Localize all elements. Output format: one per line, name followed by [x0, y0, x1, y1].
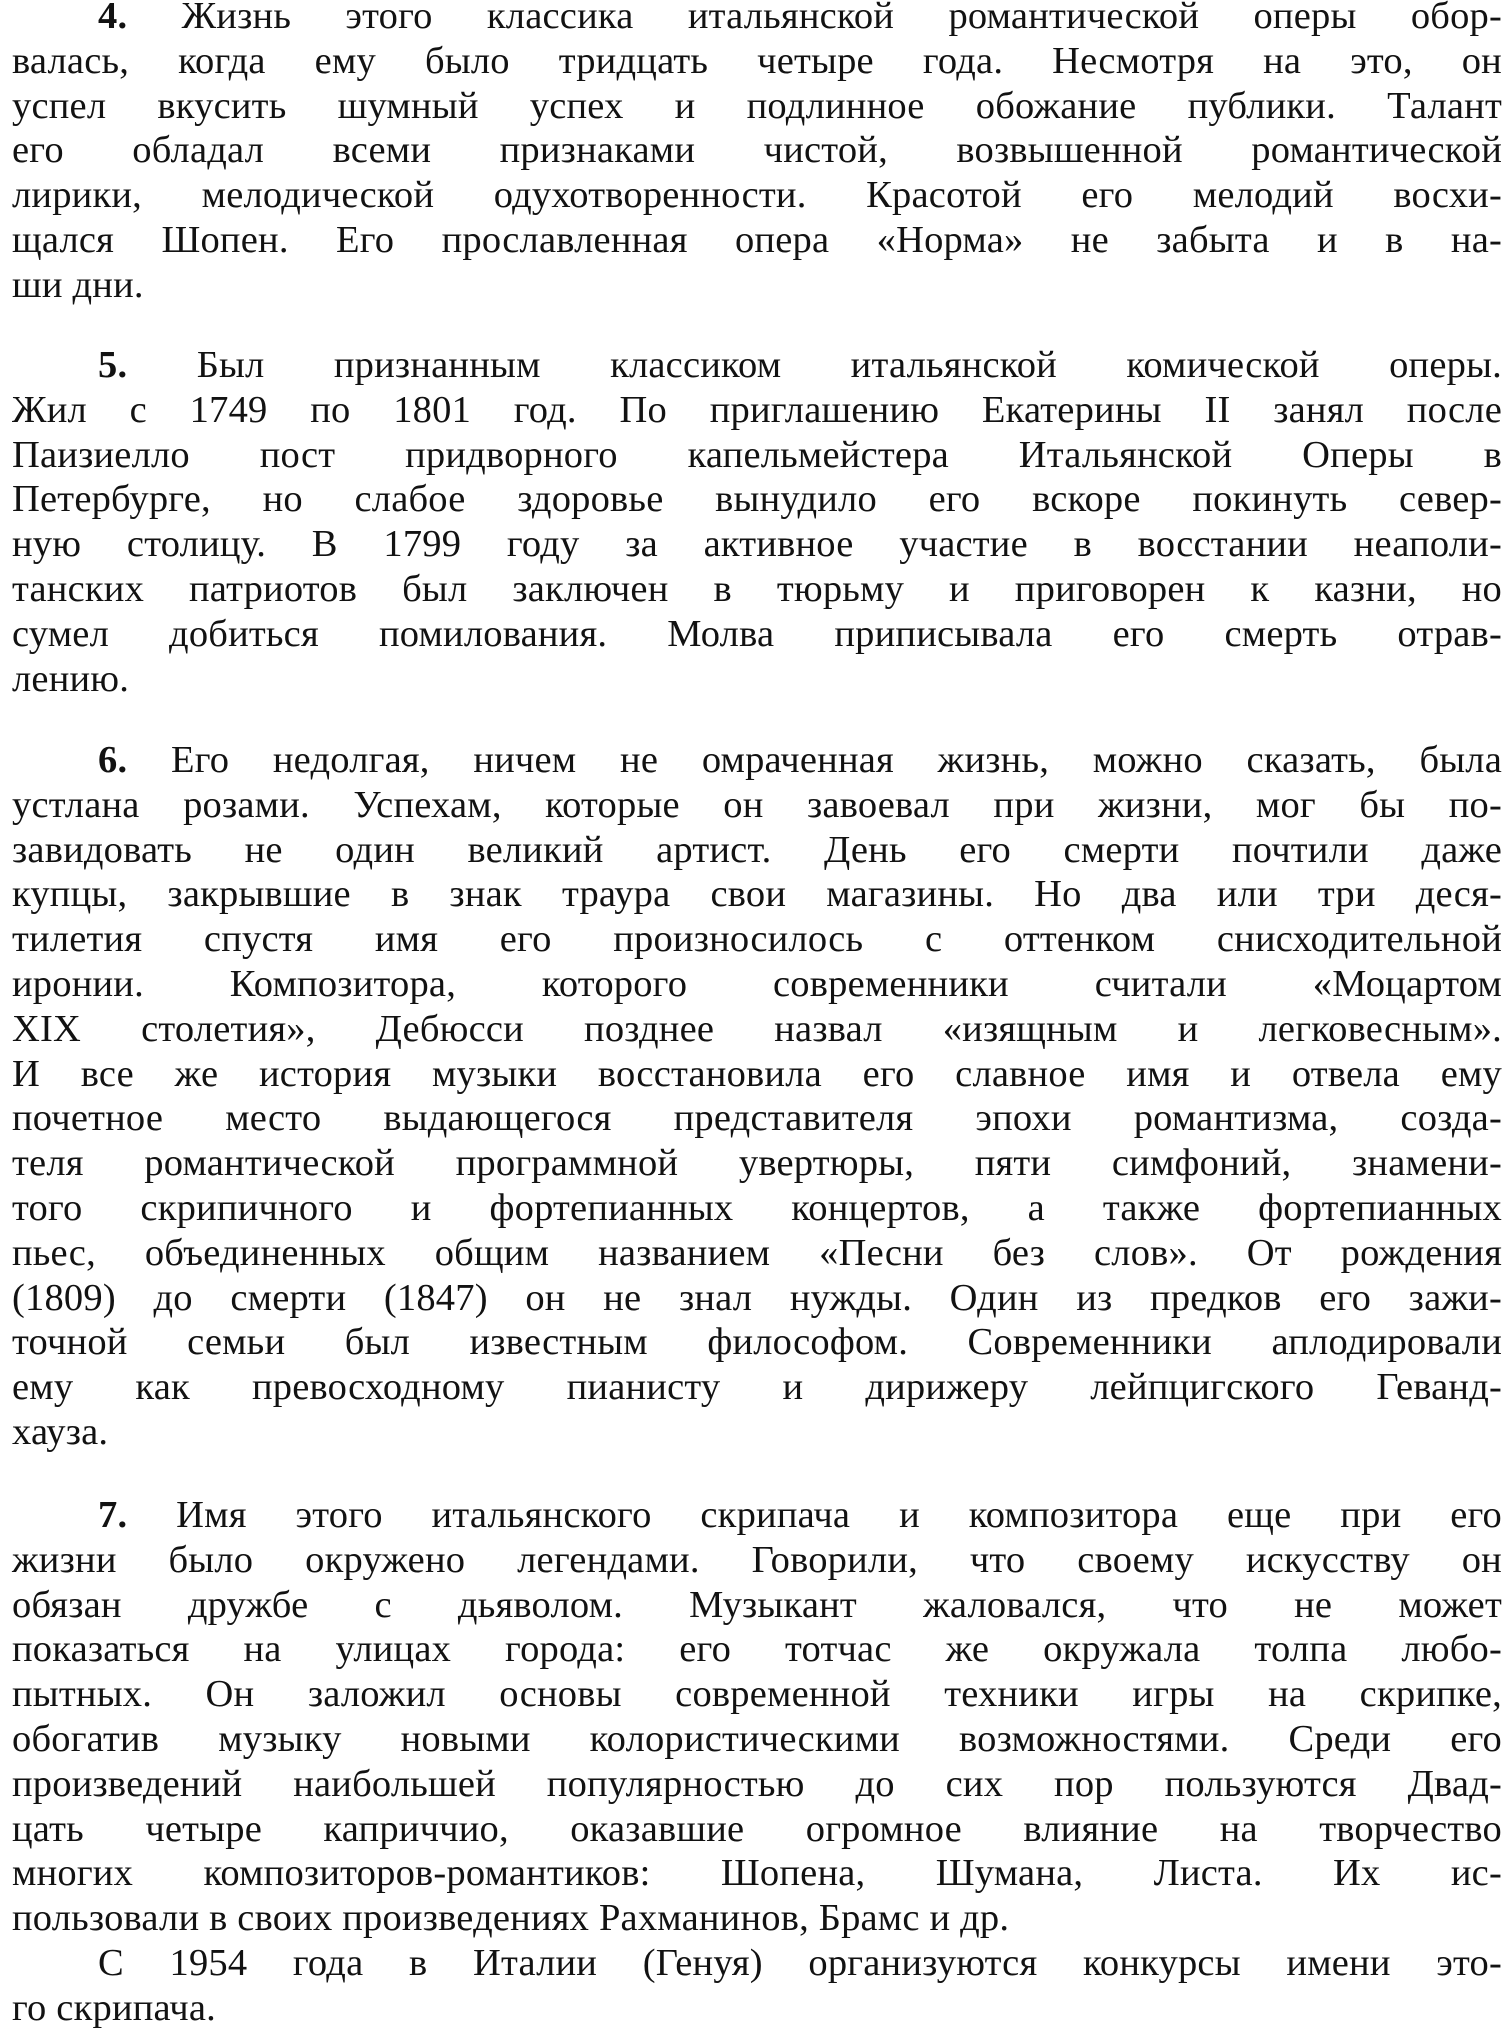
text-line: XIX столетия», Дебюсси позднее назвал «изящным и легковесным». [12, 1007, 1502, 1050]
text-line: почетное место выдающегося представителя эпохи романтизма, созда- [12, 1097, 1502, 1140]
paragraph-5 [12, 343, 1502, 701]
text-line: обязан дружбе с дьяволом. Музыкант жаловался, что не может [12, 1583, 1502, 1626]
text-line: тилетия спустя имя его произносилось с оттенком снисходительной [12, 918, 1502, 961]
paragraph-7-continued [12, 1941, 1502, 2031]
text-line: 6. Его недолгая, ничем не омраченная жизнь, можно сказать, была [98, 739, 1502, 781]
text-line: И все же история музыки восстановила его славное имя и отвела ему [12, 1052, 1502, 1095]
text-line: Паизиелло пост придворного капельмейстера Итальянской Оперы в [12, 433, 1502, 476]
paragraph-number: 4. [98, 0, 128, 37]
text-line: лению. [12, 657, 130, 700]
text-line: Жил с 1749 по 1801 год. По приглашению Екатерины II занял после [12, 388, 1502, 431]
text-line: пытных. Он заложил основы современной техники игры на скрипке, [12, 1673, 1502, 1716]
text-line: жизни было окружено легендами. Говорили, что своему искусству он [12, 1538, 1502, 1581]
text-line: завидовать не один великий артист. День его смерти почтили даже [12, 828, 1502, 871]
text-line: успел вкусить шумный успех и подлинное обожание публики. Талант [12, 84, 1502, 127]
text-line: обогатив музыку новыми колористическими возможностями. Среди его [12, 1717, 1502, 1760]
text-line: ную столицу. В 1799 году за активное участие в восстании неаполи- [12, 523, 1502, 566]
text-line: многих композиторов-романтиков: Шопена, Шумана, Листа. Их ис- [12, 1852, 1502, 1895]
text-line: (1809) до смерти (1847) он не знал нужды. Один из предков его зажи- [12, 1276, 1502, 1319]
text-line: хауза. [12, 1410, 109, 1453]
text-line: танских патриотов был заключен в тюрьму и приговорен к казни, но [12, 567, 1502, 610]
text-line: купцы, закрывшие в знак траура свои магазины. Но два или три деся- [12, 873, 1502, 916]
text-line: цать четыре каприччио, оказавшие огромное влияние на творчество [12, 1807, 1502, 1850]
paragraph-number: 7. [98, 1494, 128, 1536]
paragraph-number: 6. [98, 739, 128, 781]
text-line: его обладал всеми признаками чистой, возвышенной романтической [12, 129, 1502, 172]
text-line: С 1954 года в Италии (Генуя) организуются конкурсы имени это- [98, 1942, 1502, 1984]
text-line: 5. Был признанным классиком итальянской комической оперы. [98, 344, 1502, 386]
paragraph-number: 5. [98, 344, 128, 386]
text-line: щался Шопен. Его прославленная опера «Норма» не забыта и в на- [12, 218, 1502, 261]
text-line: пьес, объединенных общим названием «Песни без слов». От рождения [12, 1231, 1502, 1274]
paragraph-4 [12, 0, 1502, 308]
text-line: Петербурге, но слабое здоровье вынудило его вскоре покинуть север- [12, 478, 1502, 521]
paragraph-6 [12, 738, 1502, 1455]
text-line: того скрипичного и фортепианных концертов, а также фортепианных [12, 1186, 1502, 1229]
text-line: го скрипача. [12, 1986, 216, 2029]
text-line: 4. Жизнь этого классика итальянской романтической оперы обор- [12, 0, 1502, 39]
text-line: лирики, мелодической одухотворенности. Красотой его мелодий восхи- [12, 174, 1502, 217]
paragraph-7 [12, 1493, 1502, 1941]
text-line: произведений наибольшей популярностью до сих пор пользуются Двад- [12, 1762, 1502, 1805]
text-line: иронии. Композитора, которого современники считали «Моцартом [12, 962, 1502, 1005]
text-line: устлана розами. Успехам, которые он завоевал при жизни, мог бы по- [12, 783, 1502, 826]
text-line: пользовали в своих произведениях Рахманинов, Брамс и др. [12, 1897, 1010, 1940]
document-page [12, 0, 1502, 2033]
text-line: 7. Имя этого итальянского скрипача и композитора еще при его [98, 1494, 1503, 1536]
text-line: валась, когда ему было тридцать четыре года. Несмотря на это, он [12, 39, 1502, 82]
text-line: сумел добиться помилования. Молва приписывала его смерть отрав- [12, 612, 1502, 655]
text-line: ему как превосходному пианисту и дирижеру лейпцигского Геванд- [12, 1366, 1502, 1409]
text-line: ши дни. [12, 263, 144, 306]
text-line: показаться на улицах города: его тотчас же окружала толпа любо- [12, 1628, 1502, 1671]
text-line: теля романтической программной увертюры, пяти симфоний, знамени- [12, 1142, 1502, 1185]
text-line: точной семьи был известным философом. Современники аплодировали [12, 1321, 1502, 1364]
